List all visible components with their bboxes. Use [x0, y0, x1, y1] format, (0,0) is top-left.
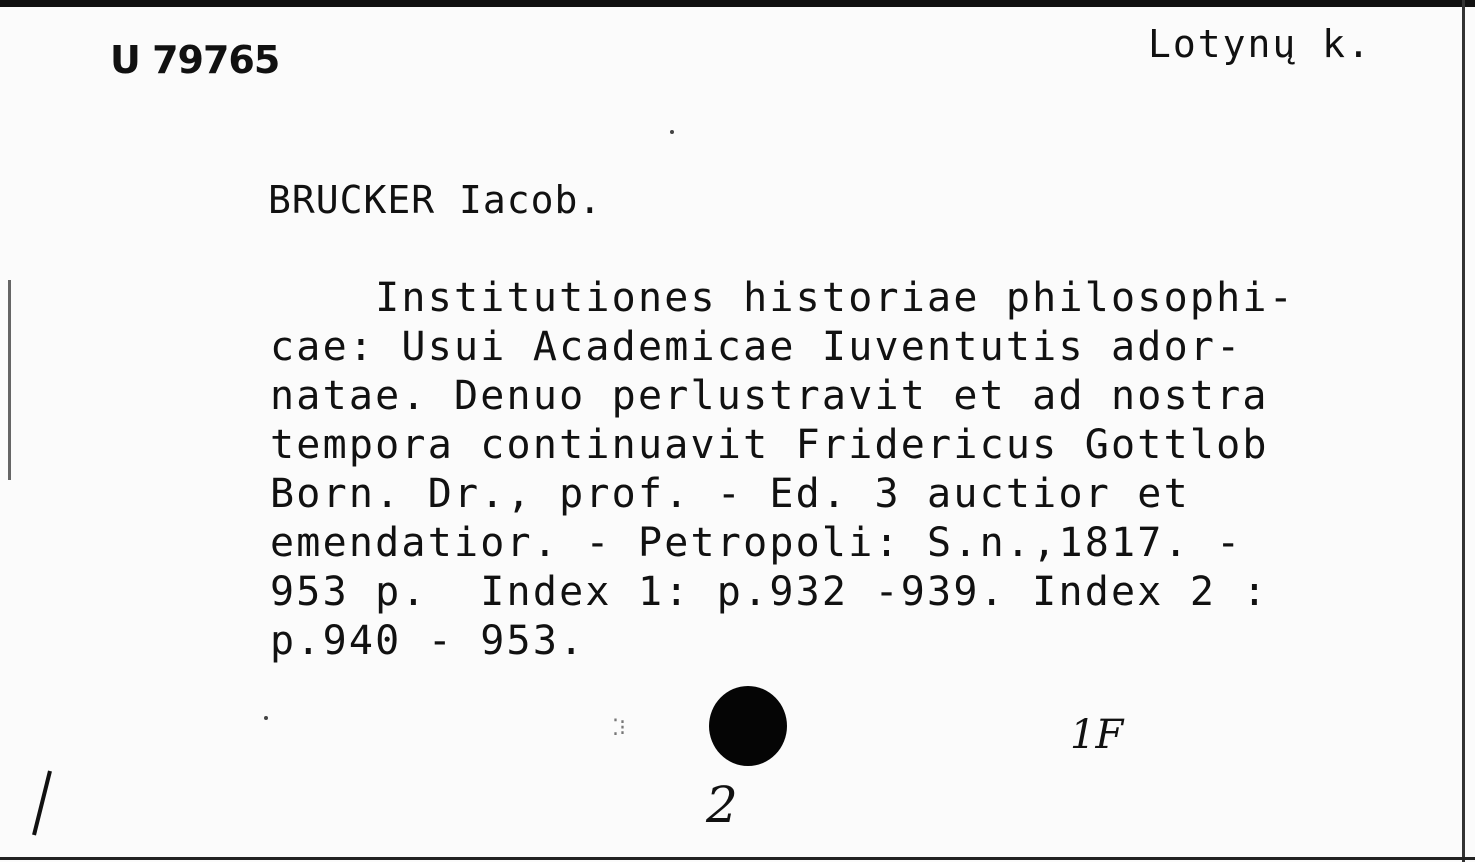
card-top-edge — [0, 0, 1475, 7]
description-line: cae: Usui Academicae Iuventutis ador- — [270, 324, 1243, 370]
bibliographic-description — [270, 274, 1295, 666]
author-heading: BRUCKER Iacob. — [268, 178, 603, 222]
description-line: Institutiones historiae philosophi- — [270, 275, 1295, 321]
description-line: tempora continuavit Fridericus Gottlob — [270, 422, 1269, 468]
punched-hole — [709, 686, 787, 766]
description-line: p.940 - 953. — [270, 618, 586, 664]
description-line: natae. Denuo perlustravit et ad nostra — [270, 373, 1269, 419]
card-bottom-edge — [0, 857, 1475, 860]
handwritten-number: 2 — [706, 776, 738, 834]
shelfmark-stamp: U 79765 — [110, 38, 280, 82]
ink-smudge: ⁚⁝ — [612, 716, 626, 741]
handwritten-note: 1F — [1070, 712, 1124, 758]
card-left-edge-mark — [8, 280, 11, 480]
card-right-edge — [1462, 0, 1465, 862]
description-line: 953 p. Index 1: p.932 -939. Index 2 : — [270, 569, 1269, 615]
speck — [264, 716, 268, 720]
margin-slash-mark — [32, 770, 52, 835]
speck — [670, 130, 674, 134]
description-line: Born. Dr., prof. - Ed. 3 auctior et — [270, 471, 1190, 517]
language-label: Lotynų k. — [1148, 22, 1372, 66]
description-line: emendatior. - Petropoli: S.n.,1817. - — [270, 520, 1243, 566]
